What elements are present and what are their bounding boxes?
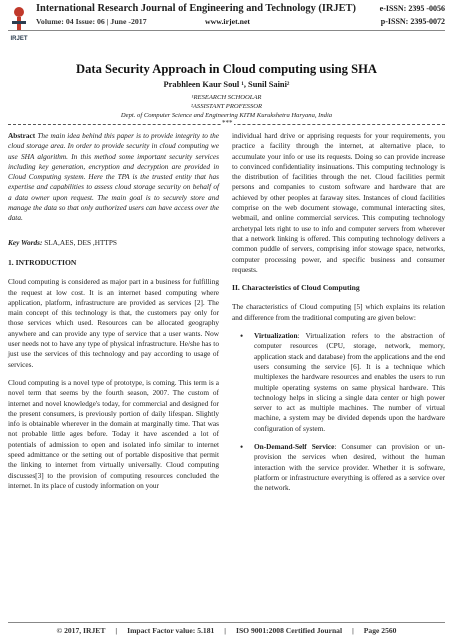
footer-sep: | (115, 626, 118, 635)
affiliation-2: ²ASSISTANT PROFESSOR (190, 103, 263, 110)
affiliation-department: Dept. of Computer Science and Engineering KITM Kurukshetra Haryana, India (120, 112, 333, 119)
keywords-text: SLA,AES, DES ,HTTPS (42, 237, 117, 247)
abstract (8, 131, 219, 224)
e-issn: e-ISSN: 2395 -0056 (379, 4, 445, 13)
journal-website[interactable]: www.irjet.net (205, 17, 251, 26)
abstract-text: The main idea behind this paper is to provide integrity to the cloud storage area. In order to provide security in cloud computing we use SHA algorithm. In this method some important security services including key generation, encryption and decryption are provided in Cloud Computing system. Here the TPA is the trusted entity that has expertise and capabilities to assess cloud storage security on behalf of a data owner upon request. The main goal is to securely store and manage the data so that only authorized users can have access over the data. (8, 131, 219, 223)
right-column (232, 131, 445, 502)
list-item (254, 442, 445, 493)
keywords (8, 238, 219, 248)
footer-divider (8, 622, 445, 623)
characteristics-list (232, 331, 445, 493)
footer-impact-factor: Impact Factor value: 5.181 (127, 626, 215, 635)
footer-iso: ISO 9001:2008 Certified Journal (235, 626, 343, 635)
affiliation-1: ¹RESEARCH SCHOOLAR (191, 94, 262, 101)
p-issn: p-ISSN: 2395-0072 (380, 17, 445, 26)
intro-heading: 1. INTRODUCTION (8, 257, 77, 267)
footer-copyright: © 2017, IRJET (56, 626, 106, 635)
separator-mark: *** (222, 119, 233, 127)
bullet-text: : Virtualization refers to the abstraction of computer resources (CPU, storage, network, memory, application stack and database) from the applications and the end users consuming the service [6]. It is a technique which multiplexes the hardware resources and enables the users to run multiple operating systems on same physical hardware. This technology helps in slicing a single data center or high power server to act as multiple machines. The number of virtual machine, a system may be divided depends upon the hardware configuration of system. (254, 331, 445, 433)
header-divider (8, 30, 445, 31)
left-column (8, 131, 219, 499)
characteristics-heading: II. Characteristics of Cloud Computing (232, 283, 360, 293)
bullet-text: : Consumer can provision or un-provision the services when desired, without the human interaction with the service provider. Whether it is software, platform or infrastructure everything is offered as a service over the network. (254, 442, 445, 493)
abstract-label: Abstract (8, 131, 36, 140)
footer-page-number: Page 2560 (363, 626, 397, 635)
bullet-term: On-Demand-Self Service (254, 442, 335, 452)
page-header (0, 0, 453, 48)
bullet-term: Virtualization (254, 331, 298, 341)
characteristics-intro: The characteristics of Cloud computing [5] which explains its relation and difference from the traditional computing are given below: (232, 302, 445, 322)
paper-authors: Prabhleen Kaur Soul ¹, Sunil Saini² (163, 80, 290, 89)
intro-paragraph-1: Cloud computing is considered as major part in a business for fulfilling the request at low cost. It is an internet based computing where application, platform, infrastructure are provided as services [2]. The main concept of this technology is that, the customers pay only for those services which used. Resources can be allocated geography anywhere and can provide any type of service that a user wants. Now user needs not to have any type of physical infrastructure. He/she has to just use the services of this technology and pay according to usage of services. (8, 277, 219, 369)
right-paragraph-1: individual hard drive or apprising requests for your requirements, you practice a facility through the internet, at alternative place, to accumulate your info or use its requests. Doing so can provide increase to convinced confidentiality insinuations. This computing technology is the distribution of facilities through the net. Cloud facilities permit persons and companies to custom software and hardware that are achieved by other peoples at faraway sites. Instances of cloud facilities comprise on the web document stowage, communal interacting sites, webmail, and online commercial services. This computing technology archetypal lets right to use to info and computer servers from wherever that a network linking is offered. This computing technology delivers a common puddle of servers, comprising infor stowage space, networks, computer processing power, and specific business and consumer requests. (232, 131, 445, 274)
footer-sep: | (224, 626, 226, 635)
irjet-logo (8, 3, 30, 43)
footer-sep: | (352, 626, 354, 635)
intro-paragraph-2: Cloud computing is a novel type of prototype, is coming. This term is a novel term that seems by the fourth season, 2007. The custom of internet and novel knowledge's today, for commercial and designed for the present consumers, is previously portion of daily lifespan. Slightly info is obtainable wherever in the domain at marginally time. That was not probable little ages before. Today it have ascended a lot of potentials of admission to open and isolated info similar to internet speed admittance or the setting out of portable dispositive that permit the linking to internet from virtually universally. Cloud computing discusses[3] to the provision of computing resources concluded the internet. In its place of custody information on your (8, 377, 219, 490)
volume-issue: Volume: 04 Issue: 06 | June -2017 (36, 17, 147, 26)
keywords-label: Key Words: (8, 237, 43, 247)
journal-title: International Research Journal of Engineering and Technology (IRJET) (36, 3, 356, 14)
paper-title: Data Security Approach in Cloud computing using SHA (75, 62, 378, 76)
list-item (254, 331, 445, 434)
logo-text: IRJET (10, 36, 28, 42)
page-footer (0, 626, 453, 635)
